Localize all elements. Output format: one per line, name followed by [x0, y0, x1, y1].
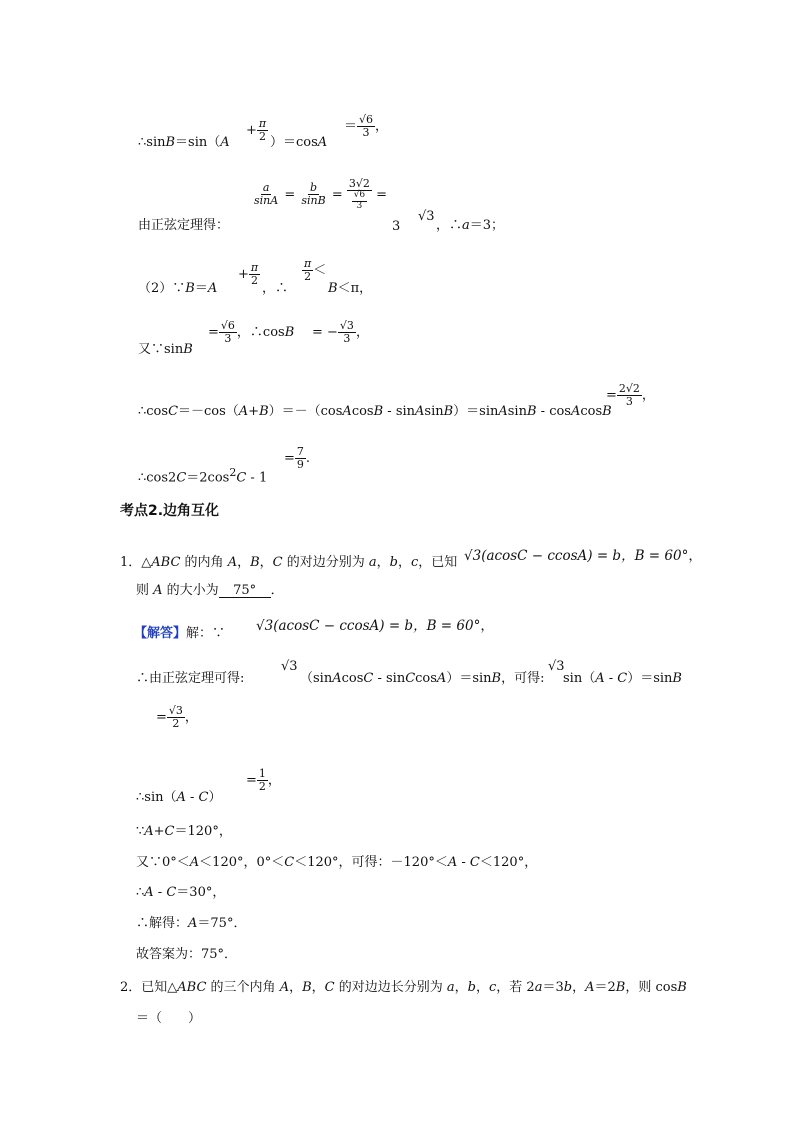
line-3-b-range: B＜π， [328, 281, 373, 296]
q1-stem: 1．△ABC 的内角 A，B，C 的对边分别为 a，b，c，已知 [120, 555, 458, 570]
line-1-cos: ）＝cosA [270, 135, 328, 150]
line-2-sqrt3: √3 [418, 209, 435, 224]
line-4-cosb-value: = − $\frac{√3}{3}$ ， [312, 319, 369, 346]
q1-final-answer: 故答案为：75°． [136, 947, 238, 962]
q1-solution-formula: √3(acosC − ccosA) = b，B = 60°， [256, 618, 494, 634]
q1-step-4: ∵A+C＝120°， [136, 824, 232, 839]
line-2-three: 3 [392, 219, 401, 234]
line-1-plus-pi: + $\frac{\pi}{2}$ [246, 117, 267, 144]
q1-step-1-sqrt3-b: √3 [548, 659, 565, 674]
q1-step-1-sqrt3: √3 [281, 659, 298, 674]
line-2-label: 由正弦定理得： [138, 218, 230, 233]
q1-step-1-expr-b: sin（A - C）＝sinB [563, 671, 682, 686]
line-5-value: = $\frac{2√2}{3}$ ， [606, 382, 655, 409]
q2-stem: 2．已知△ABC 的三个内角 A，B，C 的对边边长分别为 a，b，c，若 2a＝3b，A＝2B，则 cosB [120, 980, 687, 995]
line-4: 又∵sinB [138, 342, 193, 357]
q1-solution-tag: 【解答】解：∵ [134, 626, 226, 641]
q1-step-3: ∴sin（A - C） [136, 790, 222, 805]
line-3: （2）∵B＝A [138, 281, 218, 296]
line-6-value: = $\frac{7}{9}$ . [284, 445, 311, 472]
q1-step-2: = $\frac{√3}{2}$ ， [156, 704, 198, 731]
q1-step-7: ∴解得：A＝75°． [136, 916, 247, 931]
line-2-ratio: $\frac{a}{\sin A}$ = $\frac{b}{\sin B}$ = $\frac{3√2}{\frac{√6}{3}}$ = [254, 177, 387, 211]
q1-condition-formula: √3(acosC − ccosA) = b，B = 60°， [464, 548, 702, 564]
line-3-therefore: ，∴ [262, 281, 289, 296]
line-2-tail: ，∴a＝3； [436, 218, 505, 233]
q1-step-5: 又∵0°＜A＜120°，0°＜C＜120°，可得：－120°＜A - C＜120°， [136, 855, 538, 870]
q1-step-1-label: ∴由正弦定理可得: [136, 671, 245, 686]
q1-ask: 则 A 的大小为 75° ． [136, 583, 284, 598]
line-1: ∴sinB＝sin（A [138, 135, 230, 150]
q1-step-6: ∴A - C＝30°， [136, 885, 226, 900]
line-3-plus-pi: + $\frac{\pi}{2}$ [238, 261, 259, 288]
line-5: ∴cosC＝－cos（A+B）＝－（cosAcosB - sinAsinB）＝sinAsinB - cosAcosB [138, 404, 612, 419]
q1-answer-blank: 75° [219, 584, 271, 598]
q1-step-3-value: = $\frac{1}{2}$ ， [246, 767, 281, 794]
line-3-pi-over-2: $\frac{\pi}{2}$ ＜ [304, 257, 327, 284]
q2-choice-blank: ＝（ ） [136, 1011, 202, 1026]
section-heading: 考点2.边角互化 [120, 503, 220, 519]
q1-step-1-expr: （sinAcosC - sinCcosA）＝sinB，可得: [300, 671, 545, 686]
line-4-sinb-value: = $\frac{√6}{3}$ ，∴cosB [208, 319, 295, 346]
line-1-value: ＝ $\frac{√6}{3}$ ， [344, 113, 389, 140]
line-6: $\therefore\cos 2C=2\cos^2C - 1$ [138, 466, 268, 486]
